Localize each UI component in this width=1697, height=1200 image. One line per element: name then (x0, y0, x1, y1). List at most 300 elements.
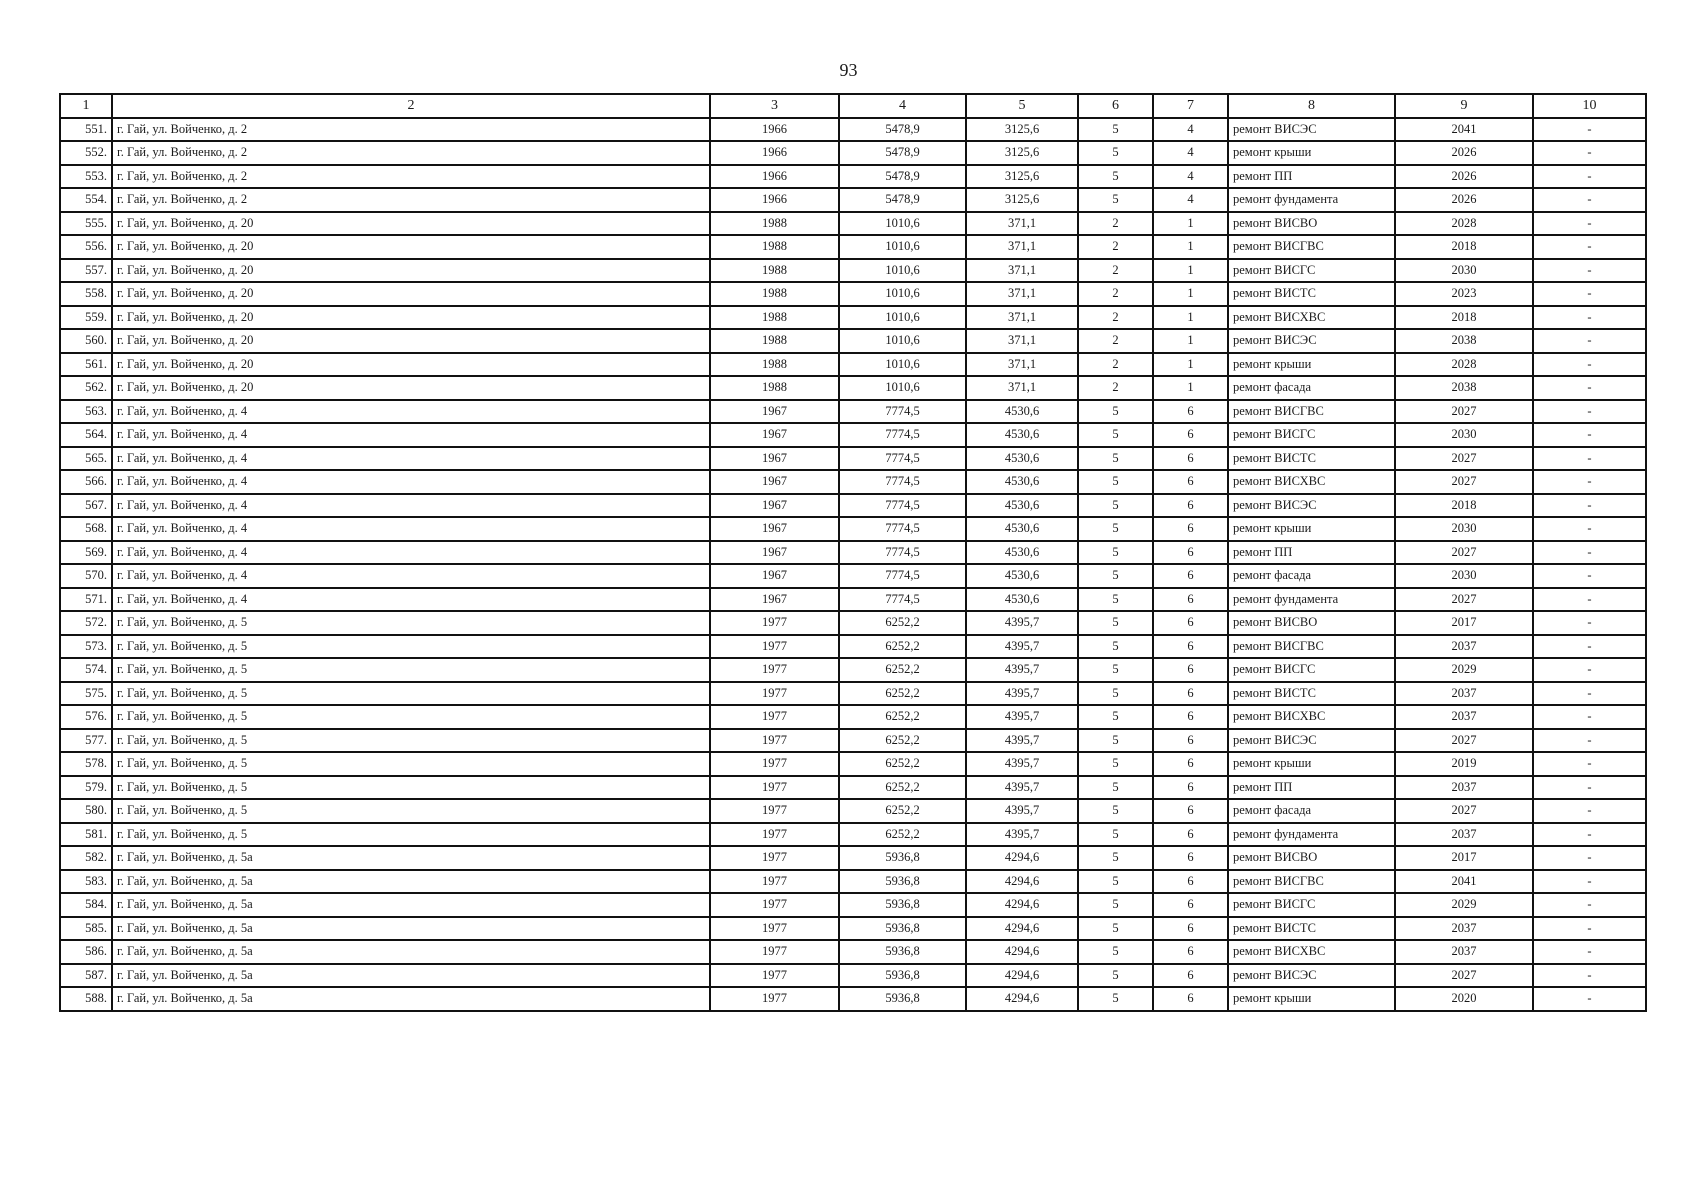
cell-address: г. Гай, ул. Войченко, д. 5 (112, 611, 710, 635)
cell-living-area: 4530,6 (966, 447, 1078, 471)
cell-planned-year: 2041 (1395, 870, 1533, 894)
cell-entrances: 6 (1153, 447, 1228, 471)
cell-planned-year: 2038 (1395, 376, 1533, 400)
cell-address: г. Гай, ул. Войченко, д. 20 (112, 376, 710, 400)
cell-row-number: 586. (60, 940, 112, 964)
cell-entrances: 4 (1153, 165, 1228, 189)
cell-total-area: 5478,9 (839, 141, 966, 165)
cell-entrances: 1 (1153, 235, 1228, 259)
cell-row-number: 557. (60, 259, 112, 283)
cell-living-area: 371,1 (966, 235, 1078, 259)
cell-note: - (1533, 729, 1646, 753)
cell-row-number: 552. (60, 141, 112, 165)
cell-floors: 5 (1078, 658, 1153, 682)
cell-entrances: 6 (1153, 470, 1228, 494)
cell-total-area: 7774,5 (839, 517, 966, 541)
table-row (60, 635, 1646, 659)
cell-build-year: 1967 (710, 564, 839, 588)
cell-floors: 5 (1078, 870, 1153, 894)
cell-work-type: ремонт ПП (1228, 776, 1395, 800)
table-row (60, 306, 1646, 330)
column-header-6: 6 (1078, 94, 1153, 118)
column-header-9: 9 (1395, 94, 1533, 118)
cell-address: г. Гай, ул. Войченко, д. 20 (112, 353, 710, 377)
cell-build-year: 1977 (710, 611, 839, 635)
cell-floors: 5 (1078, 165, 1153, 189)
cell-address: г. Гай, ул. Войченко, д. 2 (112, 165, 710, 189)
cell-living-area: 4530,6 (966, 423, 1078, 447)
cell-address: г. Гай, ул. Войченко, д. 20 (112, 212, 710, 236)
cell-note: - (1533, 353, 1646, 377)
cell-floors: 5 (1078, 776, 1153, 800)
cell-planned-year: 2028 (1395, 353, 1533, 377)
cell-work-type: ремонт ВИСХВС (1228, 940, 1395, 964)
cell-floors: 5 (1078, 470, 1153, 494)
cell-floors: 5 (1078, 729, 1153, 753)
cell-note: - (1533, 705, 1646, 729)
cell-entrances: 6 (1153, 494, 1228, 518)
cell-build-year: 1977 (710, 987, 839, 1011)
cell-row-number: 558. (60, 282, 112, 306)
cell-floors: 5 (1078, 635, 1153, 659)
cell-entrances: 1 (1153, 282, 1228, 306)
cell-build-year: 1967 (710, 494, 839, 518)
cell-work-type: ремонт ВИСЭС (1228, 118, 1395, 142)
cell-total-area: 5936,8 (839, 870, 966, 894)
cell-note: - (1533, 259, 1646, 283)
cell-note: - (1533, 564, 1646, 588)
cell-planned-year: 2030 (1395, 564, 1533, 588)
cell-floors: 5 (1078, 188, 1153, 212)
cell-note: - (1533, 423, 1646, 447)
cell-row-number: 580. (60, 799, 112, 823)
cell-entrances: 1 (1153, 353, 1228, 377)
cell-note: - (1533, 306, 1646, 330)
cell-note: - (1533, 846, 1646, 870)
cell-build-year: 1977 (710, 729, 839, 753)
cell-note: - (1533, 799, 1646, 823)
cell-total-area: 7774,5 (839, 423, 966, 447)
cell-build-year: 1977 (710, 870, 839, 894)
table-row (60, 188, 1646, 212)
cell-floors: 5 (1078, 141, 1153, 165)
cell-planned-year: 2038 (1395, 329, 1533, 353)
cell-entrances: 6 (1153, 987, 1228, 1011)
cell-total-area: 7774,5 (839, 447, 966, 471)
cell-planned-year: 2037 (1395, 776, 1533, 800)
cell-living-area: 4294,6 (966, 917, 1078, 941)
cell-floors: 5 (1078, 118, 1153, 142)
cell-floors: 5 (1078, 564, 1153, 588)
cell-total-area: 7774,5 (839, 541, 966, 565)
cell-total-area: 6252,2 (839, 635, 966, 659)
cell-planned-year: 2027 (1395, 470, 1533, 494)
cell-living-area: 4530,6 (966, 541, 1078, 565)
cell-living-area: 371,1 (966, 329, 1078, 353)
cell-floors: 5 (1078, 447, 1153, 471)
cell-build-year: 1977 (710, 752, 839, 776)
cell-row-number: 562. (60, 376, 112, 400)
cell-living-area: 4395,7 (966, 752, 1078, 776)
table-row (60, 541, 1646, 565)
cell-work-type: ремонт фундамента (1228, 588, 1395, 612)
cell-note: - (1533, 494, 1646, 518)
column-header-5: 5 (966, 94, 1078, 118)
cell-row-number: 559. (60, 306, 112, 330)
cell-planned-year: 2029 (1395, 893, 1533, 917)
table-row (60, 353, 1646, 377)
table-row (60, 329, 1646, 353)
cell-row-number: 584. (60, 893, 112, 917)
cell-work-type: ремонт ВИСГС (1228, 658, 1395, 682)
cell-note: - (1533, 635, 1646, 659)
cell-living-area: 4530,6 (966, 470, 1078, 494)
cell-work-type: ремонт фасада (1228, 564, 1395, 588)
cell-living-area: 4530,6 (966, 517, 1078, 541)
table-row (60, 259, 1646, 283)
cell-living-area: 4294,6 (966, 870, 1078, 894)
cell-living-area: 371,1 (966, 353, 1078, 377)
cell-row-number: 579. (60, 776, 112, 800)
column-header-10: 10 (1533, 94, 1646, 118)
cell-floors: 5 (1078, 494, 1153, 518)
cell-floors: 2 (1078, 282, 1153, 306)
cell-planned-year: 2029 (1395, 658, 1533, 682)
cell-work-type: ремонт фундамента (1228, 188, 1395, 212)
table-row (60, 588, 1646, 612)
cell-work-type: ремонт ВИСГВС (1228, 870, 1395, 894)
cell-address: г. Гай, ул. Войченко, д. 4 (112, 470, 710, 494)
cell-floors: 2 (1078, 353, 1153, 377)
cell-entrances: 6 (1153, 564, 1228, 588)
cell-total-area: 5936,8 (839, 893, 966, 917)
cell-row-number: 572. (60, 611, 112, 635)
cell-living-area: 4395,7 (966, 776, 1078, 800)
cell-row-number: 570. (60, 564, 112, 588)
cell-note: - (1533, 611, 1646, 635)
cell-work-type: ремонт ВИСГВС (1228, 235, 1395, 259)
cell-note: - (1533, 470, 1646, 494)
cell-note: - (1533, 141, 1646, 165)
cell-work-type: ремонт ВИСВО (1228, 846, 1395, 870)
cell-build-year: 1966 (710, 188, 839, 212)
cell-living-area: 371,1 (966, 306, 1078, 330)
column-header-3: 3 (710, 94, 839, 118)
cell-entrances: 4 (1153, 118, 1228, 142)
cell-living-area: 4294,6 (966, 846, 1078, 870)
table-row (60, 400, 1646, 424)
table-row (60, 658, 1646, 682)
cell-build-year: 1988 (710, 259, 839, 283)
cell-total-area: 6252,2 (839, 705, 966, 729)
cell-work-type: ремонт фасада (1228, 376, 1395, 400)
cell-row-number: 553. (60, 165, 112, 189)
cell-row-number: 571. (60, 588, 112, 612)
cell-total-area: 6252,2 (839, 682, 966, 706)
cell-total-area: 7774,5 (839, 564, 966, 588)
cell-build-year: 1977 (710, 635, 839, 659)
column-header-7: 7 (1153, 94, 1228, 118)
cell-total-area: 6252,2 (839, 776, 966, 800)
cell-work-type: ремонт фасада (1228, 799, 1395, 823)
cell-work-type: ремонт ВИСХВС (1228, 705, 1395, 729)
cell-build-year: 1988 (710, 376, 839, 400)
cell-planned-year: 2027 (1395, 729, 1533, 753)
cell-total-area: 6252,2 (839, 611, 966, 635)
column-header-8: 8 (1228, 94, 1395, 118)
cell-build-year: 1977 (710, 893, 839, 917)
cell-address: г. Гай, ул. Войченко, д. 4 (112, 588, 710, 612)
cell-note: - (1533, 188, 1646, 212)
cell-note: - (1533, 893, 1646, 917)
cell-total-area: 5936,8 (839, 964, 966, 988)
cell-note: - (1533, 752, 1646, 776)
cell-total-area: 5936,8 (839, 940, 966, 964)
table-row (60, 893, 1646, 917)
cell-entrances: 6 (1153, 588, 1228, 612)
cell-total-area: 6252,2 (839, 823, 966, 847)
cell-work-type: ремонт ВИСТС (1228, 682, 1395, 706)
cell-entrances: 6 (1153, 705, 1228, 729)
column-header-2: 2 (112, 94, 710, 118)
cell-address: г. Гай, ул. Войченко, д. 5 (112, 682, 710, 706)
cell-planned-year: 2018 (1395, 494, 1533, 518)
cell-entrances: 6 (1153, 846, 1228, 870)
cell-living-area: 4395,7 (966, 635, 1078, 659)
cell-floors: 5 (1078, 799, 1153, 823)
cell-floors: 5 (1078, 893, 1153, 917)
cell-work-type: ремонт ВИСГВС (1228, 400, 1395, 424)
cell-build-year: 1967 (710, 423, 839, 447)
table-row (60, 564, 1646, 588)
cell-note: - (1533, 329, 1646, 353)
cell-entrances: 6 (1153, 893, 1228, 917)
cell-total-area: 7774,5 (839, 470, 966, 494)
cell-work-type: ремонт фундамента (1228, 823, 1395, 847)
table-row (60, 987, 1646, 1011)
cell-build-year: 1988 (710, 306, 839, 330)
cell-entrances: 4 (1153, 188, 1228, 212)
cell-work-type: ремонт ВИСГВС (1228, 635, 1395, 659)
cell-address: г. Гай, ул. Войченко, д. 5 (112, 776, 710, 800)
cell-address: г. Гай, ул. Войченко, д. 5а (112, 987, 710, 1011)
cell-total-area: 7774,5 (839, 400, 966, 424)
cell-planned-year: 2037 (1395, 823, 1533, 847)
cell-row-number: 563. (60, 400, 112, 424)
cell-entrances: 6 (1153, 964, 1228, 988)
table-row (60, 940, 1646, 964)
cell-floors: 5 (1078, 846, 1153, 870)
cell-build-year: 1977 (710, 846, 839, 870)
cell-work-type: ремонт ВИСЭС (1228, 964, 1395, 988)
cell-total-area: 1010,6 (839, 329, 966, 353)
cell-note: - (1533, 517, 1646, 541)
cell-living-area: 3125,6 (966, 141, 1078, 165)
cell-row-number: 569. (60, 541, 112, 565)
cell-planned-year: 2017 (1395, 611, 1533, 635)
table-row (60, 423, 1646, 447)
cell-build-year: 1988 (710, 329, 839, 353)
cell-work-type: ремонт крыши (1228, 752, 1395, 776)
cell-build-year: 1988 (710, 212, 839, 236)
table-row (60, 776, 1646, 800)
cell-note: - (1533, 541, 1646, 565)
table-row (60, 494, 1646, 518)
cell-floors: 5 (1078, 964, 1153, 988)
cell-address: г. Гай, ул. Войченко, д. 4 (112, 517, 710, 541)
cell-address: г. Гай, ул. Войченко, д. 2 (112, 188, 710, 212)
cell-living-area: 371,1 (966, 282, 1078, 306)
cell-address: г. Гай, ул. Войченко, д. 20 (112, 329, 710, 353)
cell-build-year: 1977 (710, 705, 839, 729)
cell-planned-year: 2030 (1395, 259, 1533, 283)
cell-address: г. Гай, ул. Войченко, д. 5 (112, 705, 710, 729)
table-row (60, 470, 1646, 494)
cell-total-area: 1010,6 (839, 212, 966, 236)
cell-entrances: 1 (1153, 259, 1228, 283)
cell-planned-year: 2027 (1395, 799, 1533, 823)
cell-note: - (1533, 776, 1646, 800)
cell-living-area: 4294,6 (966, 987, 1078, 1011)
cell-planned-year: 2027 (1395, 964, 1533, 988)
cell-entrances: 1 (1153, 376, 1228, 400)
cell-address: г. Гай, ул. Войченко, д. 5 (112, 729, 710, 753)
cell-planned-year: 2018 (1395, 235, 1533, 259)
cell-note: - (1533, 376, 1646, 400)
cell-total-area: 1010,6 (839, 235, 966, 259)
table-row (60, 282, 1646, 306)
cell-build-year: 1977 (710, 964, 839, 988)
table-body (60, 118, 1646, 1011)
cell-address: г. Гай, ул. Войченко, д. 5а (112, 964, 710, 988)
table-row (60, 165, 1646, 189)
cell-total-area: 1010,6 (839, 353, 966, 377)
cell-planned-year: 2037 (1395, 705, 1533, 729)
cell-work-type: ремонт ВИСВО (1228, 212, 1395, 236)
cell-planned-year: 2026 (1395, 188, 1533, 212)
cell-planned-year: 2018 (1395, 306, 1533, 330)
cell-address: г. Гай, ул. Войченко, д. 20 (112, 282, 710, 306)
cell-floors: 5 (1078, 541, 1153, 565)
cell-row-number: 554. (60, 188, 112, 212)
cell-floors: 5 (1078, 517, 1153, 541)
column-header-1: 1 (60, 94, 112, 118)
cell-row-number: 583. (60, 870, 112, 894)
cell-floors: 5 (1078, 423, 1153, 447)
cell-build-year: 1988 (710, 353, 839, 377)
cell-floors: 5 (1078, 823, 1153, 847)
cell-total-area: 6252,2 (839, 729, 966, 753)
cell-build-year: 1967 (710, 447, 839, 471)
cell-total-area: 6252,2 (839, 658, 966, 682)
cell-work-type: ремонт ВИСХВС (1228, 306, 1395, 330)
cell-row-number: 573. (60, 635, 112, 659)
cell-build-year: 1977 (710, 799, 839, 823)
cell-entrances: 1 (1153, 329, 1228, 353)
cell-living-area: 4395,7 (966, 799, 1078, 823)
cell-living-area: 4395,7 (966, 682, 1078, 706)
cell-living-area: 4395,7 (966, 705, 1078, 729)
cell-address: г. Гай, ул. Войченко, д. 20 (112, 306, 710, 330)
cell-living-area: 4530,6 (966, 400, 1078, 424)
cell-address: г. Гай, ул. Войченко, д. 4 (112, 564, 710, 588)
capital-repair-table (59, 93, 1647, 1012)
cell-planned-year: 2037 (1395, 940, 1533, 964)
cell-entrances: 6 (1153, 776, 1228, 800)
cell-work-type: ремонт крыши (1228, 353, 1395, 377)
cell-build-year: 1977 (710, 682, 839, 706)
table-row (60, 799, 1646, 823)
cell-entrances: 6 (1153, 658, 1228, 682)
cell-build-year: 1967 (710, 470, 839, 494)
cell-total-area: 5936,8 (839, 846, 966, 870)
cell-work-type: ремонт ВИСХВС (1228, 470, 1395, 494)
cell-entrances: 6 (1153, 423, 1228, 447)
cell-entrances: 6 (1153, 823, 1228, 847)
cell-floors: 5 (1078, 611, 1153, 635)
cell-total-area: 1010,6 (839, 282, 966, 306)
table-row (60, 141, 1646, 165)
cell-work-type: ремонт ВИСГС (1228, 423, 1395, 447)
cell-work-type: ремонт ВИСЭС (1228, 329, 1395, 353)
cell-floors: 2 (1078, 259, 1153, 283)
cell-row-number: 581. (60, 823, 112, 847)
cell-work-type: ремонт ВИСГС (1228, 893, 1395, 917)
cell-work-type: ремонт ВИСГС (1228, 259, 1395, 283)
cell-living-area: 4294,6 (966, 940, 1078, 964)
table-row (60, 611, 1646, 635)
cell-address: г. Гай, ул. Войченко, д. 2 (112, 141, 710, 165)
cell-planned-year: 2023 (1395, 282, 1533, 306)
table-row (60, 705, 1646, 729)
cell-build-year: 1977 (710, 776, 839, 800)
cell-planned-year: 2026 (1395, 141, 1533, 165)
cell-build-year: 1967 (710, 588, 839, 612)
cell-floors: 5 (1078, 705, 1153, 729)
cell-row-number: 565. (60, 447, 112, 471)
cell-address: г. Гай, ул. Войченко, д. 5а (112, 870, 710, 894)
cell-entrances: 6 (1153, 870, 1228, 894)
cell-address: г. Гай, ул. Войченко, д. 4 (112, 400, 710, 424)
cell-entrances: 6 (1153, 611, 1228, 635)
cell-row-number: 575. (60, 682, 112, 706)
cell-row-number: 574. (60, 658, 112, 682)
cell-floors: 5 (1078, 917, 1153, 941)
cell-work-type: ремонт крыши (1228, 141, 1395, 165)
cell-planned-year: 2028 (1395, 212, 1533, 236)
cell-living-area: 3125,6 (966, 188, 1078, 212)
cell-planned-year: 2030 (1395, 423, 1533, 447)
table-row (60, 729, 1646, 753)
cell-note: - (1533, 917, 1646, 941)
cell-total-area: 6252,2 (839, 752, 966, 776)
cell-build-year: 1977 (710, 658, 839, 682)
cell-work-type: ремонт ВИСВО (1228, 611, 1395, 635)
cell-build-year: 1977 (710, 940, 839, 964)
cell-note: - (1533, 940, 1646, 964)
table-row (60, 447, 1646, 471)
cell-build-year: 1988 (710, 282, 839, 306)
cell-entrances: 6 (1153, 729, 1228, 753)
cell-living-area: 3125,6 (966, 118, 1078, 142)
cell-planned-year: 2030 (1395, 517, 1533, 541)
cell-total-area: 7774,5 (839, 588, 966, 612)
cell-living-area: 4395,7 (966, 729, 1078, 753)
cell-planned-year: 2027 (1395, 541, 1533, 565)
cell-row-number: 585. (60, 917, 112, 941)
cell-entrances: 6 (1153, 517, 1228, 541)
table-row (60, 823, 1646, 847)
